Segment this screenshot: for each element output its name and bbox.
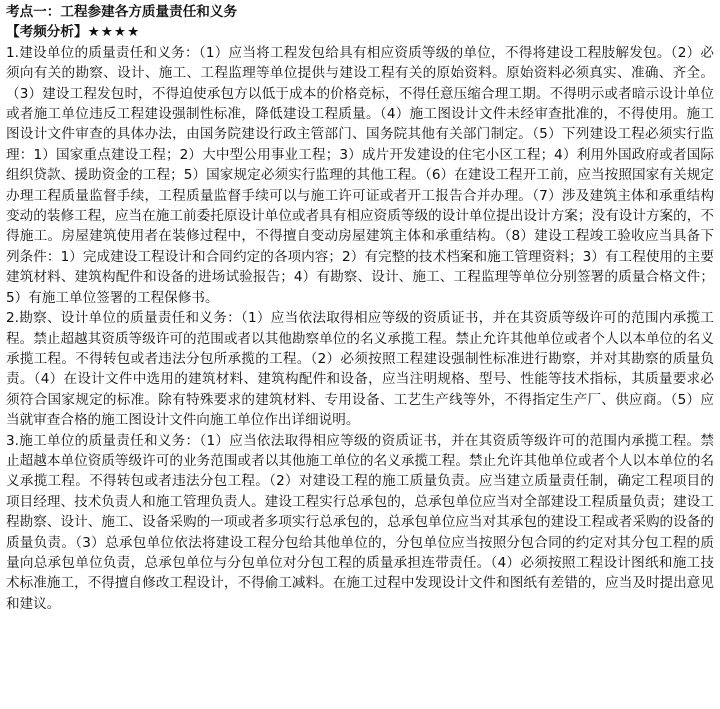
frequency-analysis [6,22,714,42]
frequency-stars: ★★★★ [87,24,141,41]
section-title: 考点一：工程参建各方质量责任和义务 [6,4,238,20]
paragraph-survey-design-unit: 2.勘察、设计单位的质量责任和义务：（1）应当依法取得相应等级的资质证书，并在其资质等级许可的范围内承揽工程。禁止超越其资质等级许可的范围或者以其他勘察单位的名义承揽工程。禁止允许其他单位或者个人以本单位的名义承揽工程。不得转包或者违法分包所承揽的工程。（2）必须按照工程建设强制性标准进行勘察，并对其勘察的质量负责。（4）在设计文件中选用的建筑材料、建筑构配件和设备，应当注明规格、型号、性能等技术指标，其质量要求必须符合国家规定的标准。除有特殊要求的建筑材料、专用设备、工艺生产线等外，不得指定生产厂、供应商。（5）应当就审查合格的施工图设计文件向施工单位作出详细说明。 [6,310,714,429]
paragraph-contractor-unit: 3.施工单位的质量责任和义务：（1）应当依法取得相应等级的资质证书，并在其资质等级许可的范围内承揽工程。禁止超越本单位资质等级许可的业务范围或者以其他施工单位的名义承揽工程。禁止允许其他单位或者个人以本单位的名义承揽工程。不得转包或者违法分包工程。（2）对建设工程的施工质量负责。应当建立质量责任制，确定工程项目的项目经理、技术负责人和施工管理负责人。建设工程实行总承包的，总承包单位应当对全部建设工程质量负责；建设工程勘察、设计、施工、设备采购的一项或者多项实行总承包的，总承包单位应当对其承包的建设工程或者采购的设备的质量负责。（3）总承包单位依法将建设工程分包给其他单位的，分包单位应当按照分包合同的约定对其分包工程的质量向总承包单位负责，总承包单位与分包单位对分包工程的质量承担连带责任。（4）必须按照工程设计图纸和施工技术标准施工，不得擅自修改工程设计，不得偷工减料。在施工过程中发现设计文件和图纸有差错的，应当及时提出意见和建议。 [6,432,714,612]
paragraph-construction-unit: 1.建设单位的质量责任和义务：（1）应当将工程发包给具有相应资质等级的单位，不得将建设工程肢解发包。（2）必须向有关的勘察、设计、施工、工程监理等单位提供与建设工程有关的原始资料。原始资料必须真实、准确、齐全。（3）建设工程发包时，不得迫使承包方以低于成本的价格竞标，不得任意压缩合理工期。不得明示或者暗示设计单位或者施工单位违反工程建设强制性标准，降低建设工程质量。（4）施工图设计文件未经审查批准的，不得使用。施工图设计文件审查的具体办法，由国务院建设行政主管部门、国务院其他有关部门制定。（5）下列建设工程必须实行监理：1）国家重点建设工程；2）大中型公用事业工程；3）成片开发建设的住宅小区工程；4）利用外国政府或者国际组织贷款、援助资金的工程；5）国家规定必须实行监理的其他工程。（6）在建设工程开工前，应当按照国家有关规定办理工程质量监督手续，工程质量监督手续可以与施工许可证或者开工报告合并办理。（7）涉及建筑主体和承重结构变动的装修工程，应当在施工前委托原设计单位或者具有相应资质等级的设计单位提出设计方案；没有设计方案的，不得施工。房屋建筑使用者在装修过程中，不得擅自变动房屋建筑主体和承重结构。（8）建设工程竣工验收应当具备下列条件：1）完成建设工程设计和合同约定的各项内容；2）有完整的技术档案和施工管理资料；3）有工程使用的主要建筑材料、建筑构配件和设备的进场试验报告；4）有勘察、设计、施工、工程监理等单位分别签署的质量合格文件；5）有施工单位签署的工程保修书。 [6,44,714,306]
frequency-label: 【考频分析】 [6,24,88,41]
